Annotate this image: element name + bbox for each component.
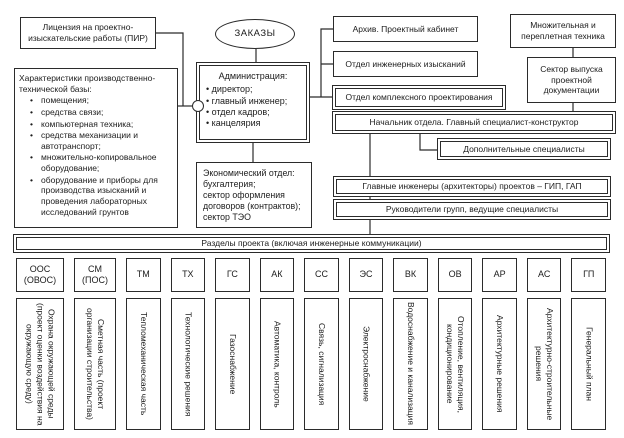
sections-row <box>16 258 606 430</box>
administration-title: Администрация: <box>218 71 288 81</box>
section-code-box: ЭС <box>349 258 384 292</box>
orders-label: ЗАКАЗЫ <box>234 28 276 40</box>
sections-band <box>13 234 610 253</box>
section-column <box>260 258 295 430</box>
section-code-box: ОВ <box>438 258 473 292</box>
capabilities-item: • множительно-копировальное оборудование; <box>19 152 173 173</box>
group-leaders-label: Руководители групп, ведущие специалисты <box>336 202 608 217</box>
section-column <box>393 258 428 430</box>
section-code-box: ВК <box>393 258 428 292</box>
section-code-box: СМ (ПОС) <box>74 258 116 292</box>
economic-line: сектор ТЭО <box>203 211 251 222</box>
economic-line: сектор оформления договоров (контрактов); <box>203 189 301 211</box>
section-column <box>571 258 606 430</box>
capabilities-item: • оборудование и приборы для производства изысканий и проведения лабораторных исследований грунтов <box>19 175 173 218</box>
survey-department-label: Отдел инженерных изысканий <box>345 58 466 69</box>
economic-line: бухгалтерия; <box>203 178 256 189</box>
section-column <box>349 258 384 430</box>
sections-band-label: Разделы проекта (включая инженерные коммуникации) <box>16 237 607 250</box>
doc-sector-label: Сектор выпуска проектной документации <box>540 64 603 96</box>
section-column <box>215 258 250 430</box>
administration-item: • отдел кадров; <box>206 107 300 118</box>
section-label: Электроснабжение <box>361 326 372 402</box>
archive-box <box>333 16 478 42</box>
section-label: Архитектурно-строительные решения <box>534 307 556 421</box>
section-code-box: СС <box>304 258 339 292</box>
section-label: Водоснабжение и канализация <box>406 302 417 426</box>
chief-label: Начальник отдела. Главный специалист-конструктор <box>335 114 613 131</box>
section-column <box>482 258 517 430</box>
economic-line: Экономический отдел: <box>203 168 295 178</box>
section-label-box <box>571 298 606 430</box>
capabilities-item: • помещения; <box>19 95 173 106</box>
archive-label: Архив. Проектный кабинет <box>352 23 459 34</box>
section-label: Тепломеханическая часть <box>138 312 149 416</box>
doc-sector-box <box>527 57 616 103</box>
section-label-box <box>260 298 295 430</box>
section-label-box <box>438 298 473 430</box>
section-column <box>438 258 473 430</box>
additional-specialists-label: Дополнительные специалисты <box>440 141 608 157</box>
section-code-box: АК <box>260 258 295 292</box>
section-label: Автоматика, контроль <box>272 320 283 408</box>
license-box <box>20 17 156 49</box>
capabilities-item: • средства связи; <box>19 107 173 118</box>
capabilities-box <box>14 68 178 228</box>
section-label-box <box>74 298 116 430</box>
section-column <box>126 258 161 430</box>
section-label: Газоснабжение <box>227 333 238 395</box>
section-label-box <box>126 298 161 430</box>
section-label: Связь, сигнализация <box>316 322 327 406</box>
group-leaders-box <box>333 199 611 220</box>
section-column <box>527 258 562 430</box>
section-column <box>304 258 339 430</box>
gip-label: Главные инженеры (архитекторы) проектов – ГИП, ГАП <box>336 179 608 194</box>
section-code-box: ТХ <box>171 258 206 292</box>
section-code-box: ООС (ОВОС) <box>16 258 64 292</box>
complex-design-label: Отдел комплексного проектирования <box>335 88 503 107</box>
section-label: Генеральный план <box>584 327 595 401</box>
line-chief-additional <box>420 134 437 150</box>
section-code-box: АР <box>482 258 517 292</box>
section-label-box <box>304 298 339 430</box>
additional-specialists-box <box>437 138 611 160</box>
administration-item: • главный инженер; <box>206 96 300 107</box>
section-code-box: ГС <box>215 258 250 292</box>
administration-inner <box>199 65 307 140</box>
junction-connector-circle <box>192 100 204 112</box>
section-column <box>16 258 64 430</box>
capabilities-title: Характеристики производственно-технической базы: <box>19 73 156 94</box>
capabilities-item: • средства механизации и автотранспорт; <box>19 130 173 151</box>
section-code-box: ТМ <box>126 258 161 292</box>
administration-item: • директор; <box>206 84 300 95</box>
section-column <box>74 258 116 430</box>
section-code-box: АС <box>527 258 562 292</box>
section-label: Технологические решения <box>183 311 194 417</box>
section-label-box <box>171 298 206 430</box>
survey-department-box <box>333 51 478 77</box>
orders-ellipse <box>215 19 295 49</box>
complex-design-box <box>332 85 506 110</box>
line-administration-departments <box>310 29 333 97</box>
section-column <box>171 258 206 430</box>
section-label: Архитектурные решения <box>495 315 506 413</box>
section-code-box: ГП <box>571 258 606 292</box>
section-label-box <box>527 298 562 430</box>
economic-box <box>196 162 312 228</box>
capabilities-item: • компьютерная техника; <box>19 119 173 130</box>
copy-equipment-box <box>510 14 616 48</box>
chief-box <box>332 111 616 134</box>
license-label: Лицензия на проектно-изыскательские работы (ПИР) <box>28 22 148 43</box>
section-label-box <box>16 298 64 430</box>
administration-item: • канцелярия <box>206 118 300 129</box>
administration-box <box>196 62 310 143</box>
section-label: Охрана окружающей среды (проект оценки воздействия на окружающую среду) <box>24 302 57 426</box>
gip-box <box>333 176 611 197</box>
section-label-box <box>215 298 250 430</box>
section-label: Сметная часть (проект организации строительства) <box>85 308 107 420</box>
section-label: Отопление, вентиляция, кондиционирование <box>445 315 467 413</box>
section-label-box <box>393 298 428 430</box>
section-label-box <box>482 298 517 430</box>
section-label-box <box>349 298 384 430</box>
copy-equipment-label: Множительная и переплетная техника <box>521 20 605 41</box>
